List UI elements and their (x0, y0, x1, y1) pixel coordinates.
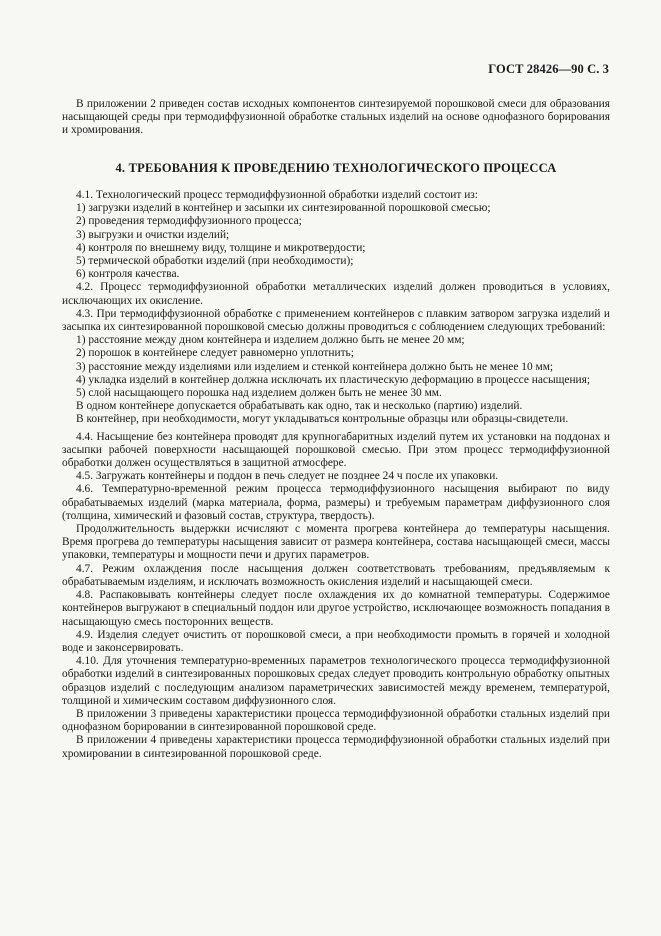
clause-4-6: 4.6. Температурно-временной режим процесса термодиффузионного насыщения выбирают по виду обрабатываемых изделий (марка материала, форма, размеры) и требуемым параметрам диффузионного слоя (толщина, химический и фазовый состав, структура, твердость). (62, 483, 610, 522)
clause-4-6-duration: Продолжительность выдержки исчисляют с момента прогрева контейнера до температуры насыщения. Время прогрева до температуры насыщения зависит от размера контейнера, состава насыщающей смеси, массы упаковки, температуры и мощности печи и других параметров. (62, 523, 610, 562)
clause-4-3-note: В одном контейнере допускается обрабатывать как одно, так и несколько (партию) изделий. (76, 400, 523, 413)
clause-4-1-lead: 4.1. Технологический процесс термодиффузионной обработки изделий состоит из: (76, 189, 478, 201)
clause-4-3-item: 1) расстояние между дном контейнера и изделием должно быть не менее 20 мм; (76, 334, 465, 347)
clause-4-3-item: 3) расстояние между изделиями или изделием и стенкой контейнера должно быть не менее 10 мм; (76, 360, 554, 373)
clause-4-1-item: 4) контроля по внешнему виду, толщине и микротвердости; (76, 241, 366, 254)
clause-4-3-note: В контейнер, при необходимости, могут укладываться контрольные образцы или образцы-свидетели. (76, 413, 569, 426)
clause-4-3-item: 5) слой насыщающего порошка над изделием должен быть не менее 30 мм. (76, 387, 442, 400)
clause-4-1-item: 5) термической обработки изделий (при необходимости); (76, 255, 354, 268)
clause-4-2: 4.2. Процесс термодиффузионной обработки металлических изделий должен проводиться в условиях, исключающих их окисление. (62, 281, 610, 307)
clause-4-8: 4.8. Распаковывать контейнеры следует после охлаждения их до комнатной температуры. Содержимое контейнеров выгружают в специальный поддон или другое устройство, исключающее возможность попадания в насыщающую смесь посторонних веществ. (62, 589, 610, 628)
clause-4-4: 4.4. Насыщение без контейнера проводят для крупногабаритных изделий путем их установки на поддонах и засыпки рабочей поверхности насыщающей порошковой смесью. При этом процесс термодиффузионной обработки должен осуществляться в защитной атмосфере. (62, 430, 610, 470)
clause-4-3-lead: 4.3. При термодиффузионной обработке с применением контейнеров с плавким затвором загрузка изделий и засыпка их синтезированной порошковой смесью должны проводиться с соблюдением следующих требований: (62, 307, 610, 334)
clause-4-10: 4.10. Для уточнения температурно-временных параметров технологического процесса термодиффузионной обработки изделий в синтезированных порошковых средах следует проводить контрольную обработку опытных образцов изделий с последующим анализом параметрических зависимостей между временем, температурой, толщиной и химическим составом диффузионного слоя. (62, 655, 610, 707)
clause-4-9: 4.9. Изделия следует очистить от порошковой смеси, а при необходимости промыть в горячей и холодной воде и законсервировать. (62, 628, 610, 654)
intro-block (62, 98, 610, 138)
appendix-3-note: В приложении 3 приведены характеристики процесса термодиффузионной обработки стальных изделий при однофазном борировании в синтезированной порошковой среде. (62, 707, 610, 734)
clause-4-3-item: 4) укладка изделий в контейнер должна исключать их пластическую деформацию в процессе насыщения; (76, 373, 591, 386)
clause-4-1-item: 2) проведения термодиффузионного процесса; (76, 215, 302, 228)
section-body (62, 189, 610, 761)
clause-4-3-item: 2) порошок в контейнере следует равномерно уплотнить; (76, 347, 354, 360)
clause-4-1-item: 6) контроля качества. (76, 268, 180, 281)
clause-4-5: 4.5. Загружать контейнеры и поддон в печь следует не позднее 24 ч после их упаковки. (76, 470, 499, 483)
appendix-4-note: В приложении 4 приведены характеристики процесса термодиффузионной обработки стальных изделий при хромировании в синтезированной порошковой среде. (62, 734, 610, 760)
clause-4-1-item: 3) выгрузки и очистки изделий; (76, 228, 230, 241)
page-header: ГОСТ 28426—90 С. 3 (488, 62, 609, 76)
section-title: 4. ТРЕБОВАНИЯ К ПРОВЕДЕНИЮ ТЕХНОЛОГИЧЕСКОГО ПРОЦЕССА (115, 161, 557, 175)
intro-paragraph: В приложении 2 приведен состав исходных компонентов синтезируемой порошковой смеси для образования насыщающей среды при термодиффузионной обработке стальных изделий на основе однофазного борирования и хромирования. (62, 98, 610, 137)
clause-4-7: 4.7. Режим охлаждения после насыщения должен соответствовать требованиям, предъявляемым к обрабатываемым изделиям, и исключать возможность окисления изделий и насыщающей смеси. (62, 562, 610, 588)
clause-4-1-item: 1) загрузки изделий в контейнер и засыпки их синтезированной порошковой смесью; (76, 202, 491, 215)
